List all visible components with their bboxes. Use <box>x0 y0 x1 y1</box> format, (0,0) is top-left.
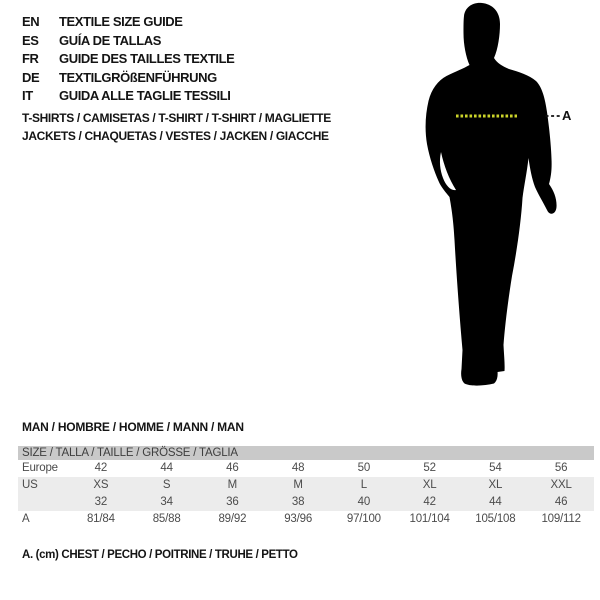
language-row-it <box>22 87 234 106</box>
language-label: GUÍA DE TALLAS <box>59 32 162 48</box>
table-cell: 40 <box>357 496 371 508</box>
garment-categories <box>22 110 331 145</box>
language-row-fr <box>22 50 234 69</box>
language-code: IT <box>22 88 33 103</box>
table-row-europe <box>18 460 594 477</box>
man-silhouette-figure <box>400 0 600 400</box>
table-cell: 42 <box>94 462 108 474</box>
man-silhouette <box>426 3 557 386</box>
table-cell: XL <box>488 479 503 491</box>
language-label: GUIDA ALLE TAGLIE TESSILI <box>59 88 231 103</box>
table-cell: 34 <box>160 496 173 508</box>
table-cell: 44 <box>160 462 173 474</box>
table-cell: XL <box>422 479 437 491</box>
table-cell: 38 <box>291 496 305 508</box>
language-label: TEXTILE SIZE GUIDE <box>59 14 183 29</box>
category-tshirts: T-SHIRTS / CAMISETAS / T-SHIRT / T-SHIRT / MAGLIETTE <box>22 111 331 125</box>
table-row-us <box>18 477 594 494</box>
table-cell: L <box>360 479 367 491</box>
section-title-man: MAN / HOMBRE / HOMME / MANN / MAN <box>22 420 244 434</box>
table-row-chest-a <box>18 511 594 528</box>
measure-label-a: A <box>562 108 572 123</box>
table-cell: 42 <box>423 496 436 508</box>
size-table-header: SIZE / TALLA / TAILLE / GRÖSSE / TAGLIA <box>18 446 594 460</box>
table-cell: 89/92 <box>218 513 247 525</box>
row-label <box>18 494 68 511</box>
language-row-es <box>22 32 234 51</box>
category-jackets: JACKETS / CHAQUETAS / VESTES / JACKEN / GIACCHE <box>22 128 329 143</box>
language-code: EN <box>22 14 40 29</box>
table-cell: XS <box>93 479 109 491</box>
table-cell: 46 <box>554 496 568 508</box>
table-cell: XXL <box>550 479 572 491</box>
language-list <box>22 13 234 106</box>
table-cell: 81/84 <box>86 513 115 525</box>
language-label: TEXTILGRÖßENFÜHRUNG <box>59 69 217 85</box>
table-cell: 32 <box>94 496 108 508</box>
row-label: A <box>22 513 30 525</box>
table-row-us-numeric <box>18 494 594 511</box>
table-cell: 109/112 <box>541 513 581 525</box>
language-label: GUIDE DES TAILLES TEXTILE <box>59 51 235 66</box>
language-code: FR <box>22 51 39 66</box>
row-label: Europe <box>22 462 58 474</box>
table-cell: M <box>227 479 238 491</box>
language-row-en <box>22 13 234 32</box>
language-row-de <box>22 69 234 88</box>
table-cell: 48 <box>291 462 305 474</box>
table-cell: 36 <box>226 496 239 508</box>
table-cell: 101/104 <box>409 513 450 525</box>
table-cell: 56 <box>554 462 568 474</box>
language-code: DE <box>22 69 40 85</box>
row-label: US <box>22 479 38 491</box>
table-cell: 50 <box>357 462 371 474</box>
language-code: ES <box>22 32 39 48</box>
table-cell: 46 <box>226 462 239 474</box>
table-cell: 85/88 <box>152 513 181 525</box>
table-cell: 52 <box>423 462 436 474</box>
table-cell: 105/108 <box>475 513 516 525</box>
table-cell: 93/96 <box>284 513 313 525</box>
table-cell: 54 <box>489 462 502 474</box>
table-cell: 44 <box>489 496 502 508</box>
size-table <box>18 446 594 528</box>
table-cell: S <box>162 479 171 491</box>
measure-footnote: A. (cm) CHEST / PECHO / POITRINE / TRUHE / PETTO <box>22 549 298 561</box>
table-cell: M <box>293 479 303 491</box>
table-cell: 97/100 <box>346 513 381 525</box>
